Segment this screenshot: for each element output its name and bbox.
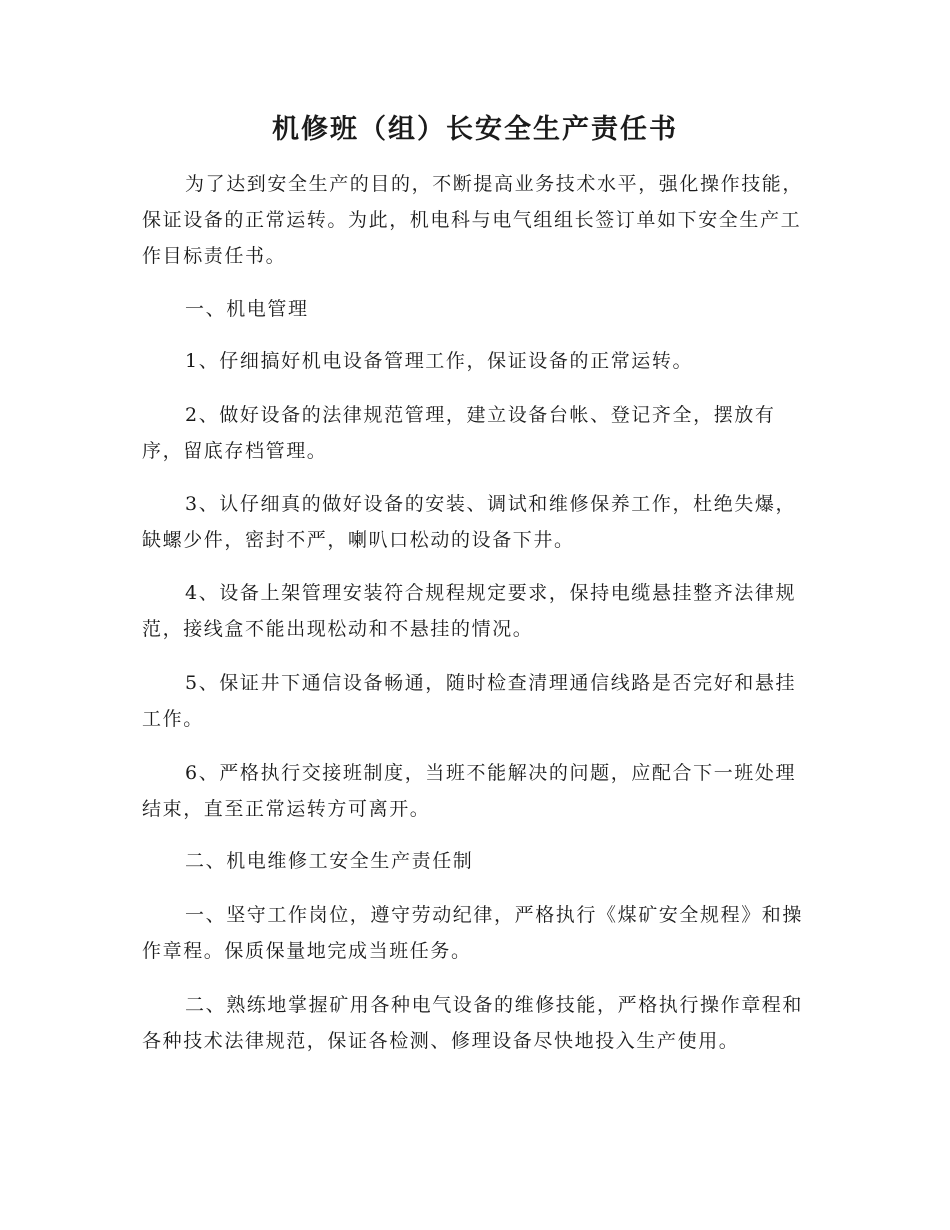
intro-paragraph: 为了达到安全生产的目的，不断提高业务技术水平，强化操作技能，保证设备的正常运转。为此，机电科与电气组组长签订单如下安全生产工作目标责任书。 [142, 173, 804, 267]
list-item: 3、认仔细真的做好设备的安装、调试和维修保养工作，杜绝失爆，缺螺少件，密封不严，喇叭口松动的设备下井。 [142, 493, 797, 551]
list-item: 5、保证井下通信设备畅通，随时检查清理通信线路是否完好和悬挂工作。 [142, 672, 797, 730]
list-item: 4、设备上架管理安装符合规程规定要求，保持电缆悬挂整齐法律规范，接线盒不能出现松动和不悬挂的情况。 [142, 582, 797, 640]
section-heading-2: 二、机电维修工安全生产责任制 [185, 850, 474, 872]
list-item: 2、做好设备的法律规范管理，建立设备台帐、登记齐全，摆放有序，留底存档管理。 [142, 404, 776, 462]
duty-paragraph: 二、熟练地掌握矿用各种电气设备的维修技能，严格执行操作章程和各种技术法律规范，保证各检测、修理设备尽快地投入生产使用。 [142, 994, 804, 1052]
section-heading-1: 一、机电管理 [185, 298, 309, 320]
document-title: 机修班（组）长安全生产责任书 [272, 114, 678, 145]
list-item: 1、仔细搞好机电设备管理工作，保证设备的正常运转。 [185, 350, 694, 372]
duty-paragraph: 一、坚守工作岗位，遵守劳动纪律，严格执行《煤矿安全规程》和操作章程。保质保量地完成当班任务。 [142, 904, 804, 962]
list-item: 6、严格执行交接班制度，当班不能解决的问题，应配合下一班处理结束，直至正常运转方可离开。 [142, 762, 797, 820]
